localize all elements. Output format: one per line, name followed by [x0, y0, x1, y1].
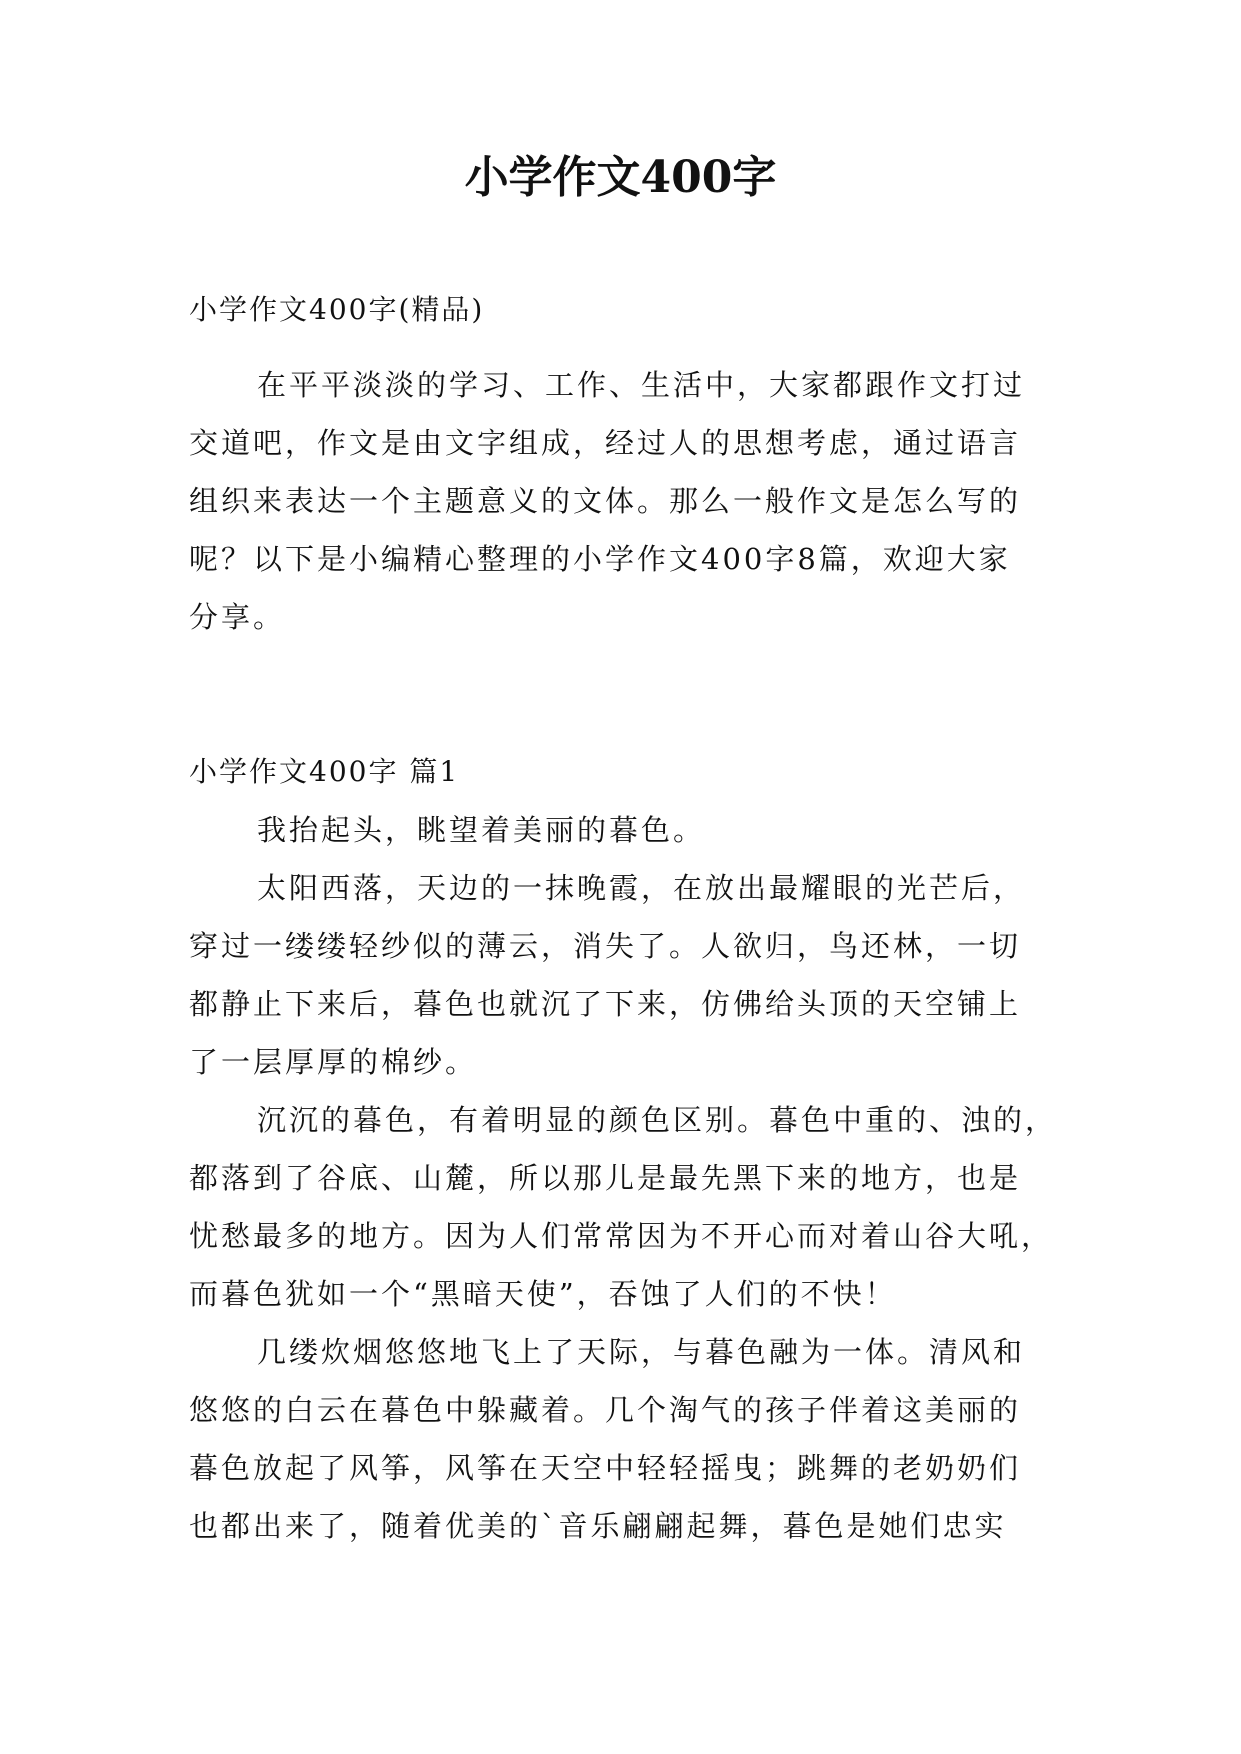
body-line: 几缕炊烟悠悠地飞上了天际，与暮色融为一体。清风和 [257, 1335, 1026, 1369]
body-line: 太阳西落，天边的一抹晚霞，在放出最耀眼的光芒后， [257, 871, 1026, 905]
body-line: 都静止下来后，暮色也就沉了下来，仿佛给头顶的天空铺上 [189, 987, 1022, 1021]
intro-line: 交道吧，作文是由文字组成，经过人的思想考虑，通过语言 [189, 426, 1022, 460]
body-line: 也都出来了，随着优美的`音乐翩翩起舞，暮色是她们忠实 [189, 1509, 1007, 1543]
section-1 [189, 743, 1059, 1555]
body-line: 而暮色犹如一个“黑暗天使”，吞蚀了人们的不快！ [189, 1277, 897, 1311]
intro-line: 分享。 [189, 600, 286, 634]
document-title: 小学作文400字 [464, 152, 777, 203]
intro-paragraph [189, 356, 1059, 646]
body-line: 我抬起头，眺望着美丽的暮色。 [257, 813, 706, 847]
body-line: 暮色放起了风筝，风筝在天空中轻轻摇曳；跳舞的老奶奶们 [189, 1451, 1022, 1485]
body-line: 了一层厚厚的棉纱。 [189, 1045, 478, 1079]
body-line: 忧愁最多的地方。因为人们常常因为不开心而对着山谷大吼， [189, 1219, 1054, 1253]
body-line: 沉沉的暮色，有着明显的颜色区别。暮色中重的、浊的， [257, 1103, 1058, 1137]
body-line: 悠悠的白云在暮色中躲藏着。几个淘气的孩子伴着这美丽的 [189, 1393, 1022, 1427]
intro-line: 呢？以下是小编精心整理的小学作文400字8篇，欢迎大家 [189, 542, 1011, 576]
document-subtitle: 小学作文400字(精品) [189, 293, 485, 326]
section-heading: 小学作文400字 篇1 [189, 755, 460, 788]
body-line: 穿过一缕缕轻纱似的薄云，消失了。人欲归，鸟还林，一切 [189, 929, 1022, 963]
intro-line: 组织来表达一个主题意义的文体。那么一般作文是怎么写的 [189, 484, 1022, 518]
body-line: 都落到了谷底、山麓，所以那儿是最先黑下来的地方，也是 [189, 1161, 1022, 1195]
intro-line: 在平平淡淡的学习、工作、生活中，大家都跟作文打过 [257, 368, 1026, 402]
